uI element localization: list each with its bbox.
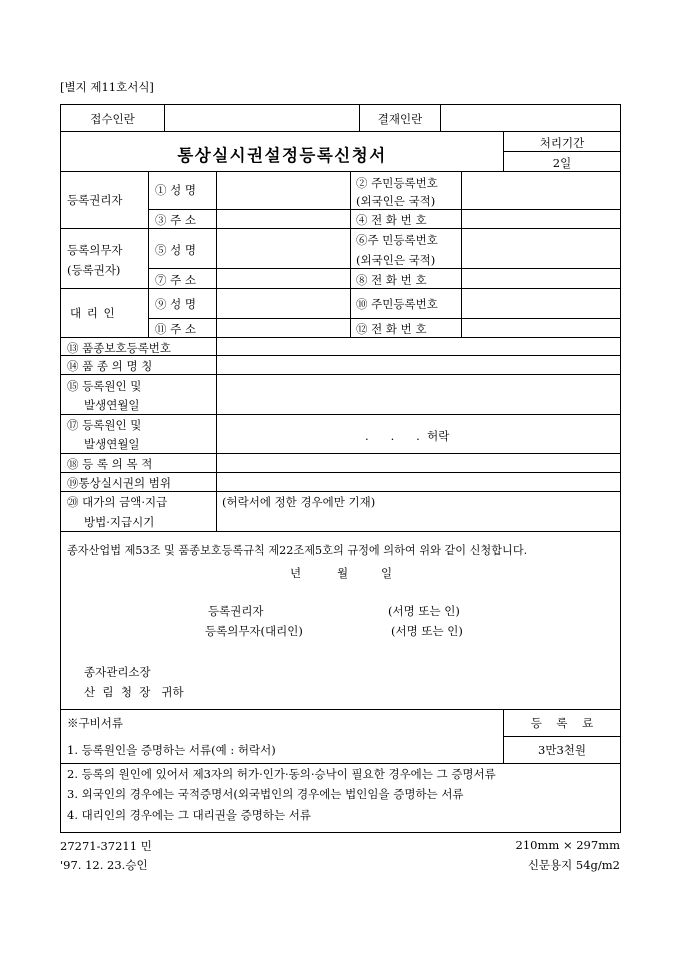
signer2-label: 등록의무자(대리인) [205,624,303,638]
signer1-label: 등록권리자 [208,604,264,618]
footer-size: 210mm × 297mm [515,838,620,852]
cause2-label-sub: 발생연월일 [84,437,140,451]
obligor-id-note: (외국인은 국적) [356,253,436,267]
right-holder-id-note: (외국인은 국적) [356,194,436,208]
obligor-address-label: ⑦ 주 소 [155,273,197,287]
declaration-statement: 종자산업법 제53조 및 품종보호등록규칙 제22조제5호의 규정에 의하여 위와 같이 신청합니다. [67,544,528,557]
page-title: 통상실시권설정등록신청서 [177,146,387,165]
right-holder-label: 등록권리자 [67,193,123,207]
agent-address-label: ⑪ 주 소 [155,322,197,336]
document-item: 3. 외국인의 경우에는 국적증명서(외국법인의 경우에는 법인임을 증명하는 서류 [67,787,464,801]
document-item: 4. 대리인의 경우에는 그 대리권을 증명하는 서류 [67,808,311,822]
obligor-name-label: ⑤ 성 명 [155,243,197,257]
payment-label-sub: 방법·지급시기 [84,515,155,529]
fee-value: 3만3천원 [538,743,586,757]
processing-period-label: 처리기간 [539,136,585,150]
payment-label: ⑳ 대가의 금액·지급 [67,495,168,509]
signer1-sign: (서명 또는 인) [388,604,460,618]
document-item: 2. 등록의 원인에 있어서 제3자의 허가·인가·동의·승낙이 필요한 경우에는 그 증명서류 [67,767,496,781]
cause2-label: ⑰ 등록원인 및 [67,418,142,432]
approval-stamp-label: 결재인란 [377,112,423,126]
addressee-1: 종자관리소장 [84,665,151,679]
agent-phone-label: ⑫ 전 화 번 호 [356,322,427,336]
right-holder-address-label: ③ 주 소 [155,213,197,227]
obligor-label-sub: (등록권자) [67,263,121,277]
addressee-2: 산 림 청 장 귀하 [84,685,184,699]
obligor-id-label: ⑥주 민등록번호 [356,233,438,247]
scope-label: ⑲통상실시권의 범위 [67,476,172,490]
right-holder-phone-label: ④ 전 화 번 호 [356,213,427,227]
footer-approval: '97. 12. 23.승인 [60,858,148,872]
receipt-stamp-label: 접수인란 [90,112,135,126]
agent-name-label: ⑨ 성 명 [155,297,197,311]
obligor-label: 등록의무자 [67,243,123,257]
signer2-sign: (서명 또는 인) [391,624,463,638]
processing-period-value: 2일 [552,156,572,170]
cause1-label: ⑮ 등록원인 및 [67,379,142,393]
right-holder-id-label: ② 주민등록번호 [356,176,438,190]
date-year: 년 [290,566,302,580]
right-holder-name-label: ① 성 명 [155,183,197,197]
documents-header: ※구비서류 [67,716,123,730]
agent-id-label: ⑩ 주민등록번호 [356,297,438,311]
cause2-value: . . . 허락 [365,429,450,443]
agent-label: 대 리 인 [70,306,116,320]
cause1-label-sub: 발생연월일 [84,398,140,412]
fee-label: 등 록 료 [530,716,594,730]
purpose-label: ⑱ 등 록 의 목 적 [67,457,153,471]
date-month: 월 [337,566,349,580]
payment-note: (허락서에 정한 경우에만 기재) [222,495,376,509]
form-label: [별지 제11호서식] [60,80,154,94]
variety-name-label: ⑭ 품 종 의 명 칭 [67,359,153,373]
obligor-phone-label: ⑧ 전 화 번 호 [356,273,427,287]
document-item: 1. 등록원인을 증명하는 서류(예 : 허락서) [67,743,276,757]
footer-code: 27271-37211 민 [60,839,152,853]
variety-reg-no-label: ⑬ 품종보호등록번호 [67,341,172,355]
date-day: 일 [381,566,393,580]
footer-paper: 신문용지 54g/m2 [527,858,620,872]
